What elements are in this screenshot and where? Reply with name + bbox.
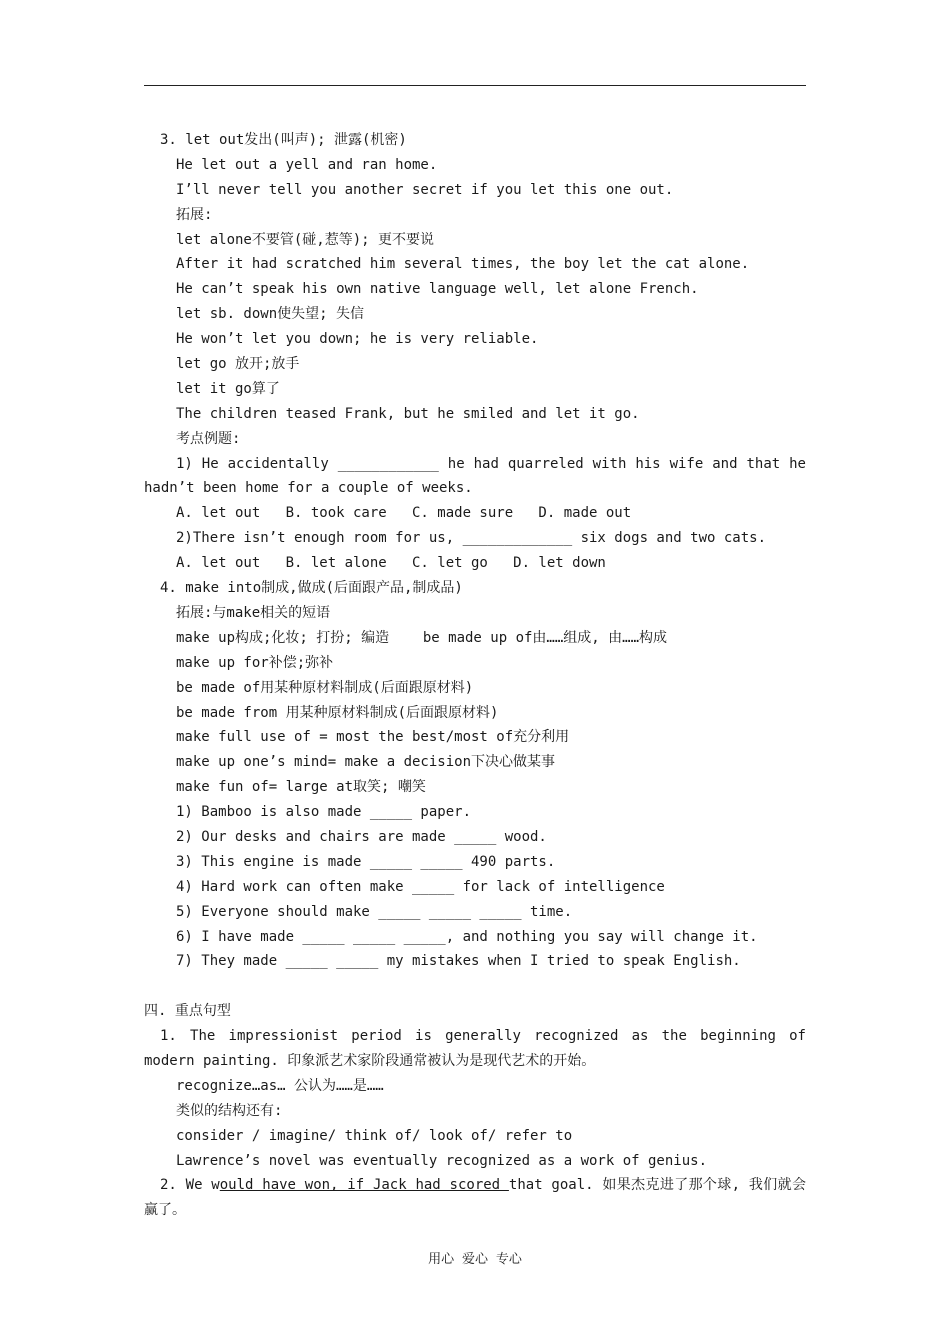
example-sentence: I’ll never tell you another secret if you let this one out. — [176, 181, 674, 198]
phrase-definition: make fun of= large at取笑; 嘲笑 — [176, 779, 426, 796]
exercise-question: 1) He accidentally ____________ he had quarreled with his wife and that he hadn’t been home for a couple of weeks. — [144, 455, 806, 497]
item-heading: 3. let out发出(叫声); 泄露(机密) — [160, 132, 407, 148]
key-sentence: 1. The impressionist period is generally recognized as the beginning of modern painting. 印象派艺术家阶段通常被认为是现代艺术的开始。 — [144, 1028, 806, 1069]
exercise-question: 4) Hard work can often make _____ for lack of intelligence — [176, 878, 665, 895]
phrase-definition: be made of用某种原材料制成(后面跟原材料) — [176, 679, 474, 696]
phrase-definition: let sb. down使失望; 失信 — [176, 306, 365, 323]
phrase-definition: make up one’s mind= make a decision下决心做某事 — [176, 754, 556, 771]
underlined-clause: ould have won, if Jack had scored — [219, 1177, 509, 1194]
example-sentence: Lawrence’s novel was eventually recognized as a work of genius. — [176, 1152, 708, 1169]
page-footer: 用心 爱心 专心 — [428, 1252, 522, 1267]
example-sentence: He won’t let you down; he is very reliable. — [176, 331, 539, 348]
key-sentence — [144, 1173, 806, 1223]
phrase-definition: let alone不要管(碰,惹等); 更不要说 — [176, 231, 435, 248]
exercise-question: 2)There isn’t enough room for us, _____________ six dogs and two cats. — [176, 530, 767, 547]
phrase-definition: let it go算了 — [176, 380, 280, 397]
exercise-options: A. let out B. let alone C. let go D. let down — [176, 555, 606, 572]
key-sentence-end: that goal. 如果杰克进了那个球, 我们就会赢了。 — [144, 1177, 806, 1219]
example-sentence: After it had scratched him several times, the boy let the cat alone. — [176, 256, 750, 273]
structure-note: consider / imagine/ think of/ look of/ refer to — [176, 1127, 573, 1144]
structure-note: recognize…as… 公认为……是…… — [176, 1077, 384, 1094]
phrase-definition: make full use of = most the best/most of充分利用 — [176, 729, 570, 746]
key-sentence-start: 2. We w — [160, 1177, 220, 1194]
phrase-definition: make up构成;化妆; 打扮; 编造 be made up of由……组成, 由……构成 — [176, 629, 668, 646]
exercise-label: 考点例题: — [176, 430, 241, 447]
spacer — [144, 974, 806, 999]
phrase-definition: let go 放开;放手 — [176, 356, 300, 373]
structure-note: 类似的结构还有: — [176, 1102, 283, 1119]
example-sentence: He let out a yell and ran home. — [176, 156, 438, 173]
exercise-options: A. let out B. took care C. made sure D. made out — [176, 505, 632, 522]
header-rule — [144, 85, 806, 86]
extension-label: 拓展: — [176, 206, 213, 223]
exercise-question: 5) Everyone should make _____ _____ _____ time. — [176, 903, 573, 920]
extension-label: 拓展:与make相关的短语 — [176, 604, 331, 621]
item-heading: 4. make into制成,做成(后面跟产品,制成品) — [160, 580, 463, 597]
page-body — [144, 128, 806, 1223]
exercise-question: 7) They made _____ _____ my mistakes when I tried to speak English. — [176, 953, 741, 970]
example-sentence: The children teased Frank, but he smiled and let it go. — [176, 405, 640, 422]
phrase-definition: be made from 用某种原材料制成(后面跟原材料) — [176, 704, 499, 721]
example-sentence: He can’t speak his own native language well, let alone French. — [176, 281, 699, 298]
section-heading: 四. 重点句型 — [144, 1003, 231, 1020]
exercise-question: 1) Bamboo is also made _____ paper. — [176, 804, 472, 821]
exercise-question: 2) Our desks and chairs are made _____ wood. — [176, 828, 547, 845]
exercise-question: 6) I have made _____ _____ _____, and nothing you say will change it. — [176, 928, 758, 945]
phrase-definition: make up for补偿;弥补 — [176, 654, 334, 671]
exercise-question: 3) This engine is made _____ _____ 490 parts. — [176, 853, 556, 870]
